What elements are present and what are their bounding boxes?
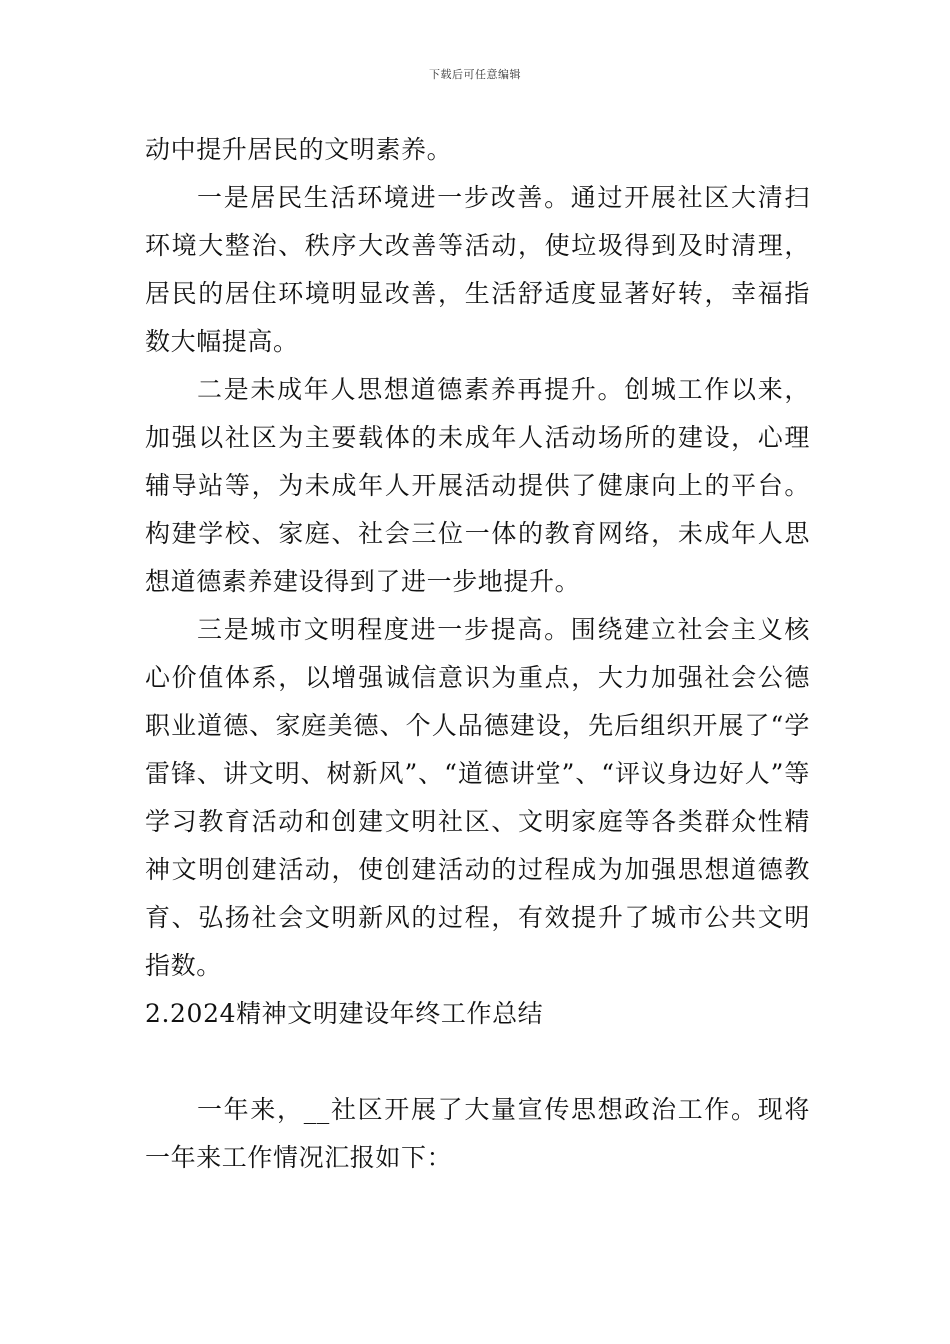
section-heading: 2.2024精神文明建设年终工作总结: [145, 999, 544, 1028]
paragraph-year-summary: 一年来，__社区开展了大量宣传思想政治工作。现将一年来工作情况汇报如下：: [145, 1095, 810, 1172]
paragraph-city-civilization: 三是城市文明程度进一步提高。围绕建立社会主义核心价值体系，以增强诚信意识为重点，大力加强社会公德职业道德、家庭美德、个人品德建设，先后组织开展了“学雷锋、讲文明、树新风”、“道德讲堂”、“评议身边好人”等学习教育活动和创建文明社区、文明家庭等各类群众性精神文明创建活动，使创建活动的过程成为加强思想道德教育、弘扬社会文明新风的过程，有效提升了城市公共文明指数。: [145, 615, 810, 980]
document-body: [145, 126, 810, 1182]
paragraph-minors-morality: 二是未成年人思想道德素养再提升。创城工作以来，加强以社区为主要载体的未成年人活动场所的建设，心理辅导站等，为未成年人开展活动提供了健康向上的平台。构建学校、家庭、社会三位一体的教育网络，未成年人思想道德素养建设得到了进一步地提升。: [145, 375, 810, 596]
paragraph-living-environment: 一是居民生活环境进一步改善。通过开展社区大清扫环境大整治、秩序大改善等活动，使垃圾得到及时清理，居民的居住环境明显改善，生活舒适度显著好转，幸福指数大幅提高。: [145, 183, 810, 356]
page-header: 下载后可任意编辑: [429, 68, 521, 81]
paragraph-continuation: 动中提升居民的文明素养。: [145, 135, 453, 164]
section-spacer: [145, 1038, 810, 1086]
